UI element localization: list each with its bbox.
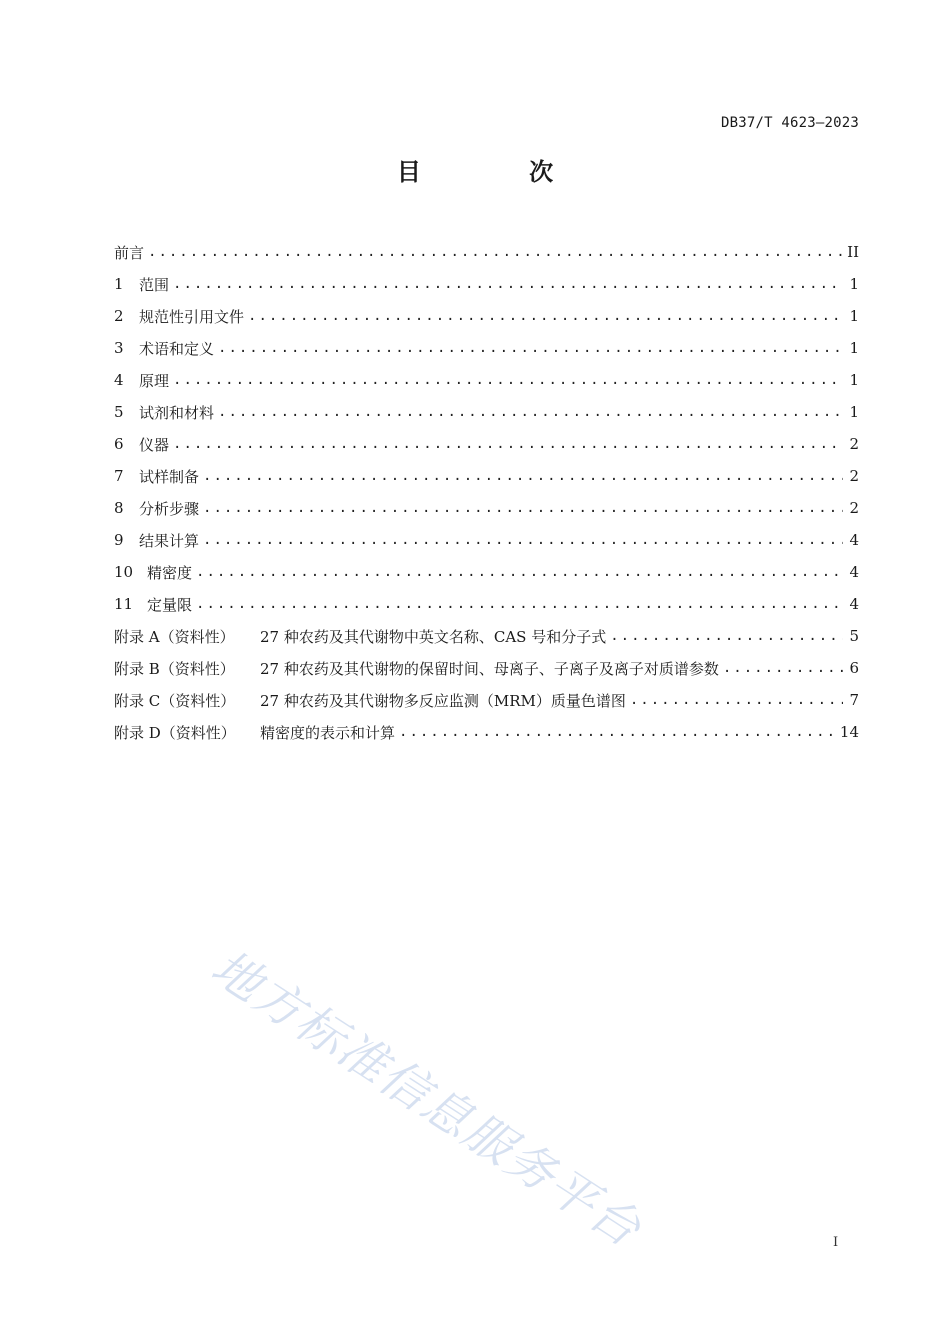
toc-entry-page: 5: [849, 627, 859, 645]
toc-entry-appendix-a[interactable]: [114, 620, 859, 652]
toc-entry-number: 5: [114, 403, 124, 421]
toc-entry-label: 试样制备: [139, 467, 200, 486]
toc-entry-3[interactable]: [114, 332, 859, 364]
toc-entry-page: 1: [849, 371, 859, 389]
toc-entry-page: 1: [849, 403, 859, 421]
toc-leader-dots: [610, 628, 843, 644]
toc-entry-page: 4: [849, 595, 859, 613]
toc-entry-label: 27 种农药及其代谢物多反应监测（MRM）质量色谱图: [260, 691, 626, 710]
toc-entry-page: 1: [849, 339, 859, 357]
toc-entry-label: 定量限: [147, 595, 193, 614]
toc-entry-page: 1: [849, 307, 859, 325]
toc-appendix-prefix: 附录 A（资料性）: [114, 627, 235, 646]
toc-entry-page: 2: [849, 467, 859, 485]
toc-entry-label: 前言: [114, 243, 145, 262]
toc-leader-dots: [203, 468, 843, 484]
toc-leader-dots: [218, 340, 843, 356]
toc-leader-dots: [723, 660, 843, 676]
toc-entry-page: 4: [849, 563, 859, 581]
watermark: 地方标准信息服务平台: [201, 939, 652, 1259]
toc-entry-foreword[interactable]: [114, 236, 859, 268]
toc-entry-11[interactable]: [114, 588, 859, 620]
toc-leader-dots: [248, 308, 843, 324]
toc-entry-page: 4: [849, 531, 859, 549]
toc-entry-7[interactable]: [114, 460, 859, 492]
toc-leader-dots: [218, 404, 843, 420]
toc-leader-dots: [173, 276, 843, 292]
toc-leader-dots: [173, 436, 843, 452]
toc-entry-appendix-d[interactable]: [114, 716, 859, 748]
toc-entry-label: 精密度的表示和计算: [260, 723, 396, 742]
table-of-contents: [114, 236, 859, 748]
toc-entry-number: 3: [114, 339, 124, 357]
toc-entry-page: 7: [849, 691, 859, 709]
toc-entry-page: 2: [849, 435, 859, 453]
toc-entry-label: 试剂和材料: [139, 403, 215, 422]
toc-entry-label: 27 种农药及其代谢物中英文名称、CAS 号和分子式: [260, 627, 607, 646]
toc-entry-number: 10: [114, 563, 134, 581]
toc-entry-label: 范围: [139, 275, 170, 294]
toc-entry-number: 2: [114, 307, 124, 325]
toc-entry-8[interactable]: [114, 492, 859, 524]
toc-entry-10[interactable]: [114, 556, 859, 588]
toc-leader-dots: [399, 724, 836, 740]
toc-entry-label: 仪器: [139, 435, 170, 454]
toc-appendix-prefix: 附录 B（资料性）: [114, 659, 235, 678]
toc-leader-dots: [196, 596, 843, 612]
toc-entry-page: II: [847, 243, 859, 261]
toc-entry-9[interactable]: [114, 524, 859, 556]
toc-appendix-prefix: 附录 D（资料性）: [114, 723, 236, 742]
toc-entry-appendix-c[interactable]: [114, 684, 859, 716]
toc-entry-4[interactable]: [114, 364, 859, 396]
toc-entry-number: 11: [114, 595, 134, 613]
toc-entry-label: 结果计算: [139, 531, 200, 550]
toc-entry-appendix-b[interactable]: [114, 652, 859, 684]
toc-entry-6[interactable]: [114, 428, 859, 460]
toc-leader-dots: [148, 244, 843, 260]
toc-entry-1[interactable]: [114, 268, 859, 300]
toc-leader-dots: [203, 500, 843, 516]
page-number: I: [833, 1235, 839, 1250]
page-title: 目 次: [396, 158, 604, 186]
toc-entry-number: 8: [114, 499, 124, 517]
toc-entry-5[interactable]: [114, 396, 859, 428]
toc-entry-label: 27 种农药及其代谢物的保留时间、母离子、子离子及离子对质谱参数: [260, 659, 719, 678]
toc-entry-number: 7: [114, 467, 124, 485]
toc-entry-page: 2: [849, 499, 859, 517]
toc-leader-dots: [173, 372, 843, 388]
toc-entry-number: 9: [114, 531, 124, 549]
toc-entry-number: 6: [114, 435, 124, 453]
toc-entry-label: 原理: [139, 371, 170, 390]
toc-entry-page: 14: [839, 723, 859, 741]
toc-leader-dots: [630, 692, 843, 708]
toc-entry-label: 分析步骤: [139, 499, 200, 518]
document-code: DB37/T 4623—2023: [720, 115, 859, 131]
toc-leader-dots: [196, 564, 843, 580]
toc-appendix-prefix: 附录 C（资料性）: [114, 691, 236, 710]
toc-leader-dots: [203, 532, 843, 548]
toc-entry-page: 1: [849, 275, 859, 293]
toc-entry-label: 精密度: [147, 563, 193, 582]
toc-entry-label: 术语和定义: [139, 339, 215, 358]
toc-entry-label: 规范性引用文件: [139, 307, 245, 326]
toc-entry-number: 4: [114, 371, 124, 389]
toc-entry-page: 6: [849, 659, 859, 677]
toc-entry-number: 1: [114, 275, 124, 293]
toc-entry-2[interactable]: [114, 300, 859, 332]
